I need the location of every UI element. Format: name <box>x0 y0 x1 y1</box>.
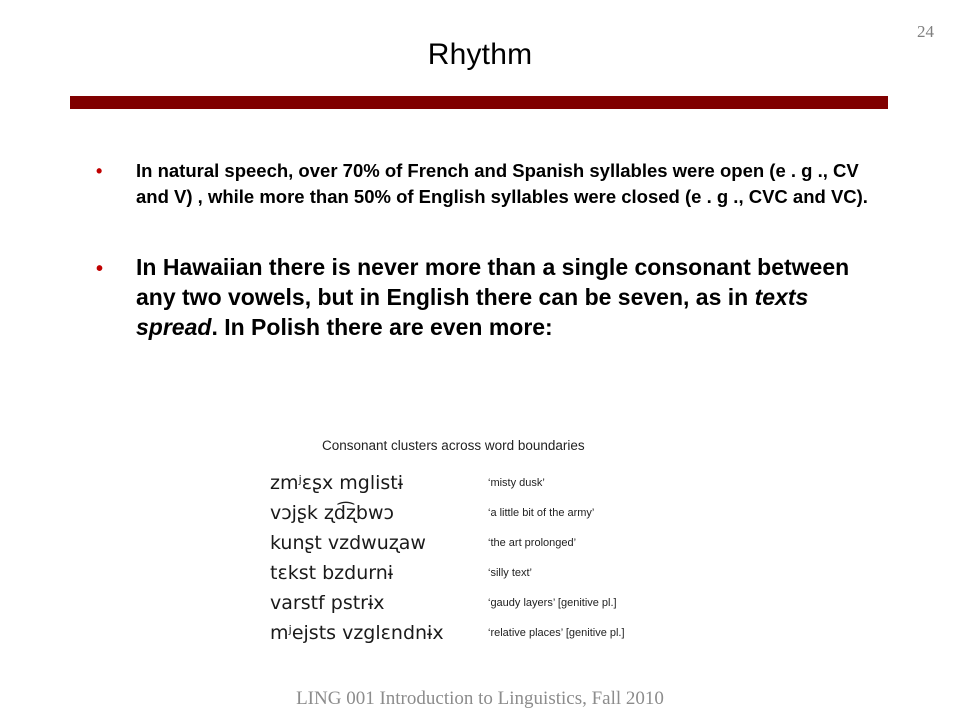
cluster-row <box>262 592 662 620</box>
cluster-row <box>262 472 662 500</box>
ipa-transcription: mʲejsts vzglɛndnɨx <box>270 622 444 644</box>
cluster-row <box>262 502 662 530</box>
cluster-row <box>262 532 662 560</box>
slide-title: Rhythm <box>427 38 533 71</box>
ipa-transcription: zmʲɛʂx mglistɨ <box>270 472 404 494</box>
bullet-list <box>96 158 876 342</box>
gloss: ‘a little bit of the army’ <box>488 507 595 519</box>
gloss: ‘relative places’ [genitive pl.] <box>488 627 625 639</box>
slide-footer: LING 001 Introduction to Linguistics, Fall 2010 <box>296 688 664 709</box>
cluster-row <box>262 562 662 590</box>
bullet-text-before: In Hawaiian there is never more than a single consonant between any two vowels, but in English there can be seven, as in <box>136 254 850 310</box>
ipa-transcription: kunʂt vzdwuʐaw <box>270 532 426 554</box>
ipa-transcription: varstf pstrɨx <box>270 592 385 614</box>
bullet-marker: • <box>96 161 103 181</box>
cluster-row <box>262 622 662 650</box>
bullet-text: In natural speech, over 70% of French and Spanish syllables were open (e . g ., CV and V) , while more than 50% of English syllables were closed (e . g ., CVC and VC). <box>136 160 868 207</box>
polish-clusters-figure <box>262 434 662 656</box>
title-divider-bar <box>70 96 888 109</box>
figure-caption: Consonant clusters across word boundaries <box>322 438 585 453</box>
gloss: ‘gaudy layers’ [genitive pl.] <box>488 597 617 609</box>
bullet-syllable-stats <box>96 158 876 210</box>
bullet-marker: • <box>96 258 104 280</box>
bullet-italic-example: texts spread <box>136 284 809 340</box>
slide-number: 24 <box>917 22 934 41</box>
gloss: ‘silly text’ <box>488 567 533 579</box>
gloss: ‘misty dusk’ <box>488 477 545 489</box>
ipa-transcription: vɔjʂk ʐd͡ʐbwɔ <box>270 502 394 524</box>
gloss: ‘the art prolonged’ <box>488 537 577 549</box>
bullet-consonant-clusters <box>96 252 876 342</box>
bullet-text-after: . In Polish there are even more: <box>211 314 553 340</box>
ipa-transcription: tɛkst bzdurnɨ <box>270 562 394 584</box>
